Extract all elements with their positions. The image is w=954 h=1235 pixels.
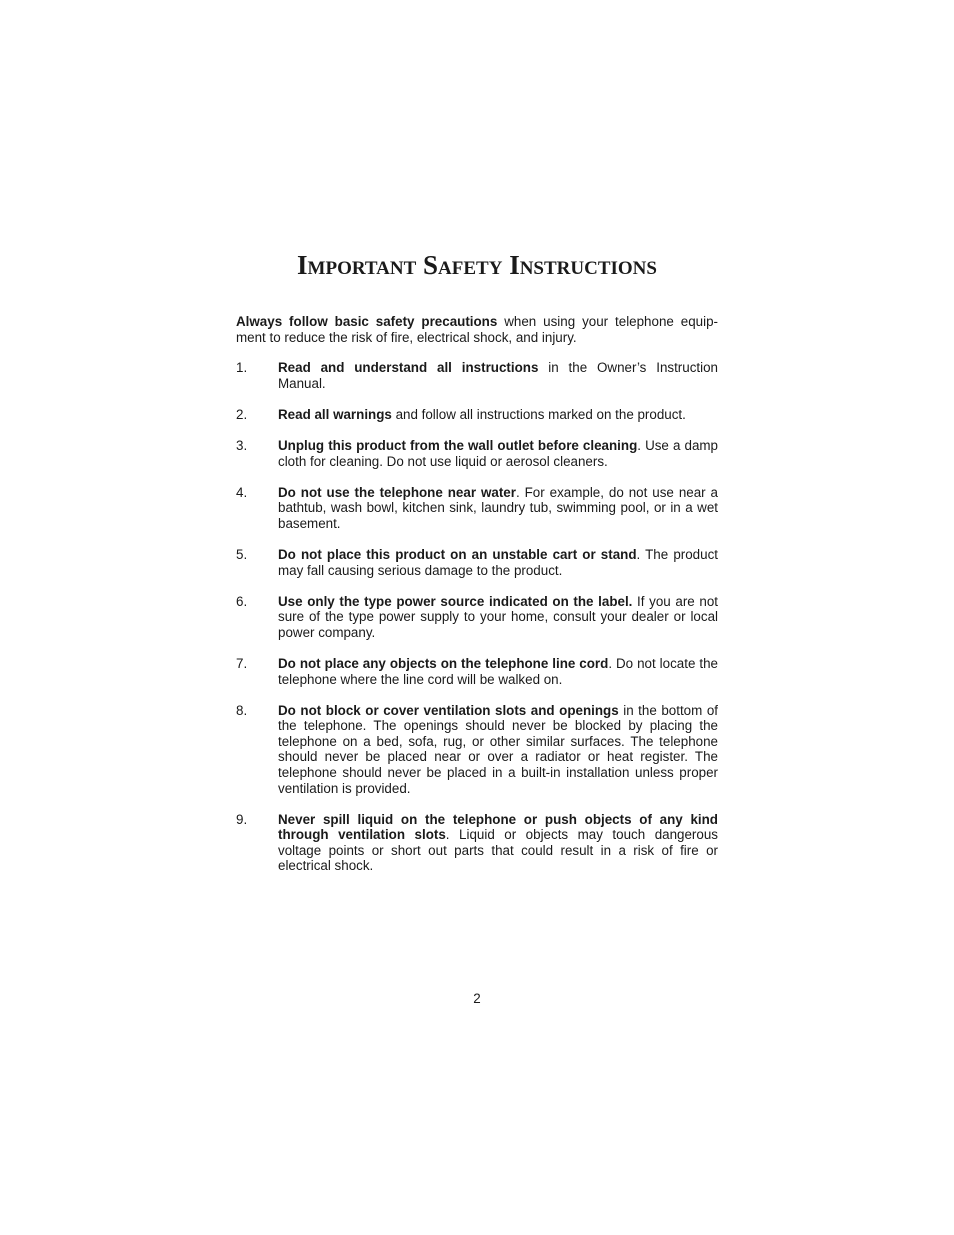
item-number: 2. (236, 406, 248, 422)
item-number: 9. (236, 811, 248, 827)
instruction-item-4 (236, 485, 718, 532)
item-number: 7. (236, 655, 248, 671)
instruction-item-5 (236, 547, 718, 578)
item-plain-text: in the bottom of the telephone. The openings should never be blocked by placing the telephone on a bed, sofa, rug, or other similar surfaces. The telephone should never be placed near or over a radiator or heat register. The telephone should never be placed in a built-in installation unless proper ventilation is provided. (278, 702, 718, 796)
item-number: 3. (236, 437, 248, 453)
item-bold-text: Do not block or cover ventilation slots and openings (278, 702, 619, 718)
item-text (278, 438, 718, 469)
item-bold-text: Never spill liquid on the telephone or push objects of any kind through ventilation slots (278, 811, 718, 843)
instructions-body (236, 314, 718, 890)
item-number: 6. (236, 593, 248, 609)
page-number: 2 (473, 991, 481, 1006)
item-bold-text: Do not place any objects on the telephone line cord (278, 655, 609, 671)
item-plain-text: . For example, do not use near a bathtub, wash bowl, kitchen sink, laundry tub, swimming pool, or in a wet basement. (278, 484, 718, 531)
instruction-item-8 (236, 703, 718, 797)
instruction-item-9 (236, 812, 718, 874)
item-number: 5. (236, 546, 248, 562)
item-plain-text: . Liquid or objects may touch dangerous voltage points or short out parts that could result in a risk of fire or electrical shock. (278, 827, 718, 874)
item-text (278, 485, 718, 532)
item-text (278, 547, 718, 578)
instruction-item-1 (236, 360, 718, 391)
item-bold-text: Do not place this product on an unstable cart or stand (278, 546, 637, 562)
item-bold-text: Do not use the telephone near water (278, 484, 516, 500)
item-plain-text: and follow all instructions marked on the product. (391, 406, 686, 422)
item-bold-text: Read and understand all instructions (278, 360, 539, 376)
item-number: 1. (236, 360, 248, 376)
instruction-item-2 (236, 407, 718, 423)
item-plain-text: . Use a damp cloth for cleaning. Do not use liquid or aerosol cleaners. (278, 437, 718, 469)
item-plain-text: . The product may fall causing serious damage to the product. (278, 546, 718, 578)
page-title: Important Safety Instructions (297, 250, 657, 280)
intro-text: when using your telephone equip- ment to reduce the risk of fire, electrical shock, and injury. (236, 314, 718, 345)
item-text (278, 703, 718, 797)
item-number: 8. (236, 702, 248, 718)
item-bold-text: Use only the type power source indicated on the label. (278, 593, 633, 609)
item-text (278, 360, 718, 391)
intro-paragraph (236, 314, 718, 345)
item-text (278, 407, 718, 423)
item-text (278, 812, 718, 874)
item-text (278, 594, 718, 641)
instruction-item-6 (236, 594, 718, 641)
item-number: 4. (236, 484, 248, 500)
item-plain-text: . Do not locate the telephone where the line cord will be walked on. (278, 655, 718, 687)
item-text (278, 656, 718, 687)
intro-bold-text: Always follow basic safety precautions (236, 314, 498, 329)
item-plain-text: in the Owner’s Instruction Manual. (278, 360, 718, 391)
instruction-item-7 (236, 656, 718, 687)
instruction-item-3 (236, 438, 718, 469)
item-bold-text: Unplug this product from the wall outlet before cleaning (278, 437, 638, 453)
item-plain-text: If you are not sure of the type power supply to your home, consult your dealer or local power company. (278, 593, 718, 640)
item-bold-text: Read all warnings (278, 406, 392, 422)
